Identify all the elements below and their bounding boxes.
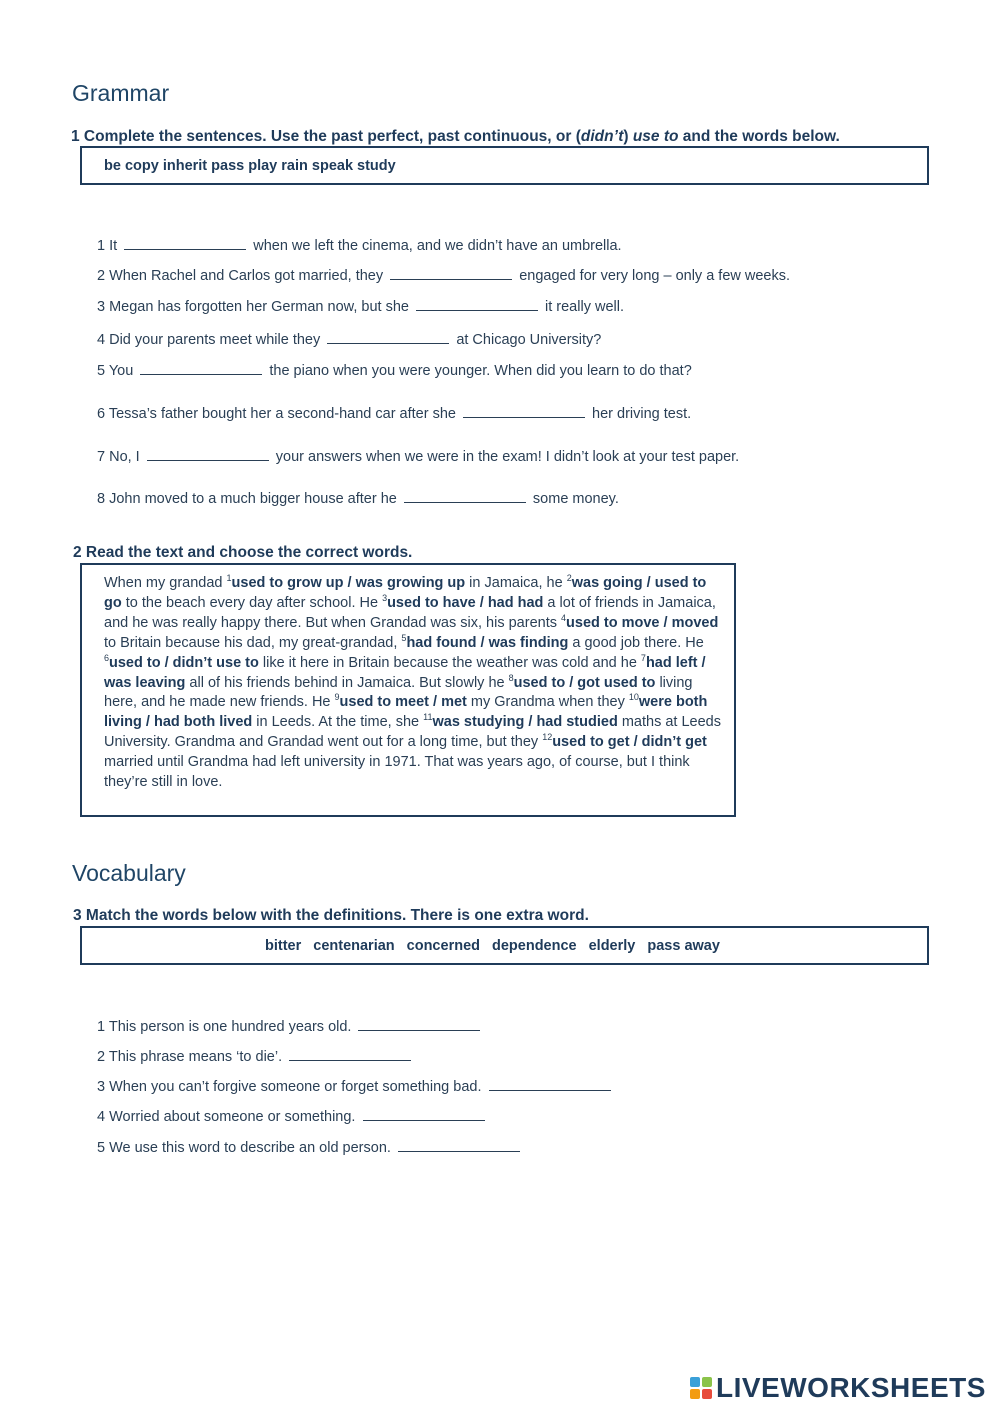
vocabulary-title: Vocabulary (72, 860, 186, 886)
answer-blank[interactable] (327, 329, 449, 344)
logo-square (690, 1377, 700, 1387)
option-3a[interactable]: used to have (387, 594, 476, 611)
item-text: 5 We use this word to describe an old person. (97, 1140, 391, 1156)
story-text: like it here in Britain because the weather was cold and he (258, 654, 641, 671)
gap-number: 9 (334, 692, 340, 703)
logo-grid-icon (690, 1377, 712, 1399)
logo-square (702, 1389, 712, 1399)
answer-blank[interactable] (124, 235, 246, 250)
instruction-italic: use to (632, 128, 679, 145)
gap-number: 11 (423, 712, 433, 723)
gap-number: 12 (542, 732, 553, 743)
story-text: to the beach every day after school. He (121, 594, 383, 611)
ex3-item-3 (97, 1076, 614, 1095)
answer-blank[interactable] (404, 488, 526, 503)
option-7b[interactable]: was leaving (104, 674, 186, 691)
ex3-item-2 (97, 1046, 414, 1065)
item-text: 5 You (97, 363, 134, 379)
item-text: it really well. (545, 299, 624, 315)
item-text: engaged for very long – only a few weeks. (519, 268, 791, 284)
gap-number: 7 (640, 652, 646, 663)
option-separator: / (428, 694, 442, 711)
option-5a[interactable]: had found (406, 634, 477, 651)
ex1-item-1 (97, 235, 622, 254)
answer-blank[interactable] (416, 296, 538, 311)
option-11a[interactable]: was studying (432, 714, 525, 731)
gap-number: 4 (561, 612, 567, 623)
item-text: 6 Tessa’s father bought her a second-hand car after she (97, 406, 456, 422)
option-8a[interactable]: used to (513, 674, 566, 691)
exercise-1-words: be copy inherit pass play rain speak study (104, 158, 396, 174)
instruction-text: and the words below. (678, 128, 840, 145)
story-text: a lot of friends in Jamaica, and he was really happy there. But when Grandad was six, his parents (104, 594, 716, 631)
answer-blank[interactable] (363, 1106, 485, 1121)
story-text: all of his friends behind in Jamaica. But slowly he (185, 674, 509, 691)
ex1-item-2 (97, 265, 790, 284)
item-text: some money. (532, 491, 619, 507)
story-text: a good job there. He (568, 634, 704, 651)
story-text: in Leeds. At the time, she (252, 714, 424, 731)
answer-blank[interactable] (390, 265, 512, 280)
ex3-item-5 (97, 1137, 523, 1156)
option-11b[interactable]: had studied (536, 714, 618, 731)
item-text: 8 John moved to a much bigger house after he (97, 491, 397, 507)
instruction-italic: didn’t (580, 128, 624, 145)
story-text: to Britain because his dad, my great-grandad, (104, 634, 402, 651)
option-1b[interactable]: was growing up (355, 575, 466, 591)
item-text: 4 Worried about someone or something. (97, 1109, 356, 1125)
item-text: 7 No, I (97, 449, 140, 465)
answer-blank[interactable] (289, 1046, 411, 1061)
option-separator: / (475, 594, 488, 611)
logo-square (690, 1389, 700, 1399)
instruction-text: ) (623, 128, 633, 145)
item-text: 3 When you can’t forgive someone or forget something bad. (97, 1079, 482, 1095)
ex3-item-4 (97, 1106, 488, 1125)
liveworksheets-logo (690, 1373, 986, 1403)
item-text: the piano when you were younger. When did you learn to do that? (269, 363, 692, 379)
item-text: at Chicago University? (456, 332, 602, 348)
gap-number: 8 (508, 672, 514, 683)
answer-blank[interactable] (489, 1076, 611, 1091)
story-text: married until Grandma had left university in 1971. That was years ago, of course, but I think they’re still in love. (104, 754, 690, 791)
option-2b[interactable]: used to go (104, 575, 707, 611)
ex1-item-3 (97, 296, 624, 315)
option-separator: / (476, 634, 489, 651)
option-5b[interactable]: was finding (488, 634, 569, 651)
option-6b[interactable]: didn’t use to (172, 654, 259, 671)
answer-blank[interactable] (463, 403, 585, 418)
vocab-word: dependence (492, 938, 577, 954)
grammar-title: Grammar (72, 80, 170, 106)
vocab-word: concerned (406, 938, 480, 954)
exercise-2-story (104, 574, 724, 793)
option-7a[interactable]: had left (645, 654, 698, 671)
option-4b[interactable]: moved (671, 614, 719, 631)
option-separator: / (524, 714, 537, 731)
option-3b[interactable]: had had (487, 594, 544, 611)
gap-number: 5 (401, 632, 407, 643)
exercise-2-instruction: 2 Read the text and choose the correct words. (73, 544, 413, 561)
option-separator: / (160, 654, 173, 671)
item-text: 2 This phrase means ‘to die’. (97, 1049, 283, 1065)
ex1-item-8 (97, 488, 619, 507)
ex1-item-4 (97, 329, 601, 348)
option-separator: / (343, 575, 356, 591)
exercise-3-instruction: 3 Match the words below with the definitions. There is one extra word. (73, 907, 589, 924)
option-12b[interactable]: didn’t get (641, 734, 707, 751)
option-separator: / (697, 654, 706, 671)
exercise-1-instruction (71, 128, 840, 146)
answer-blank[interactable] (140, 360, 262, 375)
instruction-text: 1 Complete the sentences. Use the past perfect, past continuous, or ( (71, 128, 581, 145)
ex1-item-5 (97, 360, 692, 379)
item-text: 2 When Rachel and Carlos got married, they (97, 268, 384, 284)
answer-blank[interactable] (358, 1016, 480, 1031)
logo-square (702, 1377, 712, 1387)
option-10a[interactable]: were both living (104, 694, 708, 731)
option-separator: / (565, 674, 578, 691)
item-text: her driving test. (592, 406, 692, 422)
story-text: my Grandma when they (466, 694, 629, 711)
option-separator: / (629, 734, 642, 751)
story-text: living here, and he made new friends. He (104, 674, 693, 711)
ex1-item-6 (97, 403, 691, 422)
answer-blank[interactable] (147, 446, 269, 461)
gap-number: 1 (226, 573, 232, 583)
item-text: 1 This person is one hundred years old. (97, 1019, 352, 1035)
option-8b[interactable]: got used to (577, 674, 656, 691)
option-1a[interactable]: used to grow up (231, 575, 344, 591)
ex1-item-7 (97, 446, 739, 465)
option-4a[interactable]: used to move (566, 614, 660, 631)
gap-number: 3 (382, 592, 388, 603)
option-9a[interactable]: used to meet (339, 694, 429, 711)
vocab-word: centenarian (313, 938, 395, 954)
option-separator: / (659, 614, 672, 631)
option-2a[interactable]: was going (571, 575, 643, 591)
gap-number: 10 (628, 692, 639, 703)
answer-blank[interactable] (398, 1137, 520, 1152)
option-6a[interactable]: used to (109, 654, 161, 671)
option-separator: / (141, 714, 154, 731)
vocab-word: bitter (265, 938, 302, 954)
vocab-word: pass away (647, 938, 720, 954)
item-text: your answers when we were in the exam! I didn’t look at your test paper. (275, 449, 740, 465)
item-text: 4 Did your parents meet while they (97, 332, 321, 348)
vocab-word: elderly (588, 938, 636, 954)
item-text: 3 Megan has forgotten her German now, but she (97, 299, 409, 315)
option-12a[interactable]: used to get (552, 734, 630, 751)
story-text: When my grandad (104, 575, 227, 591)
gap-number: 6 (104, 652, 110, 663)
item-text: when we left the cinema, and we didn’t have an umbrella. (253, 238, 622, 254)
option-10b[interactable]: had both lived (153, 714, 253, 731)
gap-number: 2 (566, 573, 572, 583)
story-text: in Jamaica, he (465, 575, 567, 591)
logo-text: LIVEWORKSHEETS (716, 1372, 986, 1403)
option-9b[interactable]: met (441, 694, 467, 711)
ex3-item-1 (97, 1016, 483, 1035)
exercise-3-words (265, 938, 732, 954)
option-separator: / (642, 575, 655, 591)
item-text: 1 It (97, 238, 118, 254)
story-text: maths at Leeds University. Grandma and Grandad went out for a long time, but they (104, 714, 721, 751)
